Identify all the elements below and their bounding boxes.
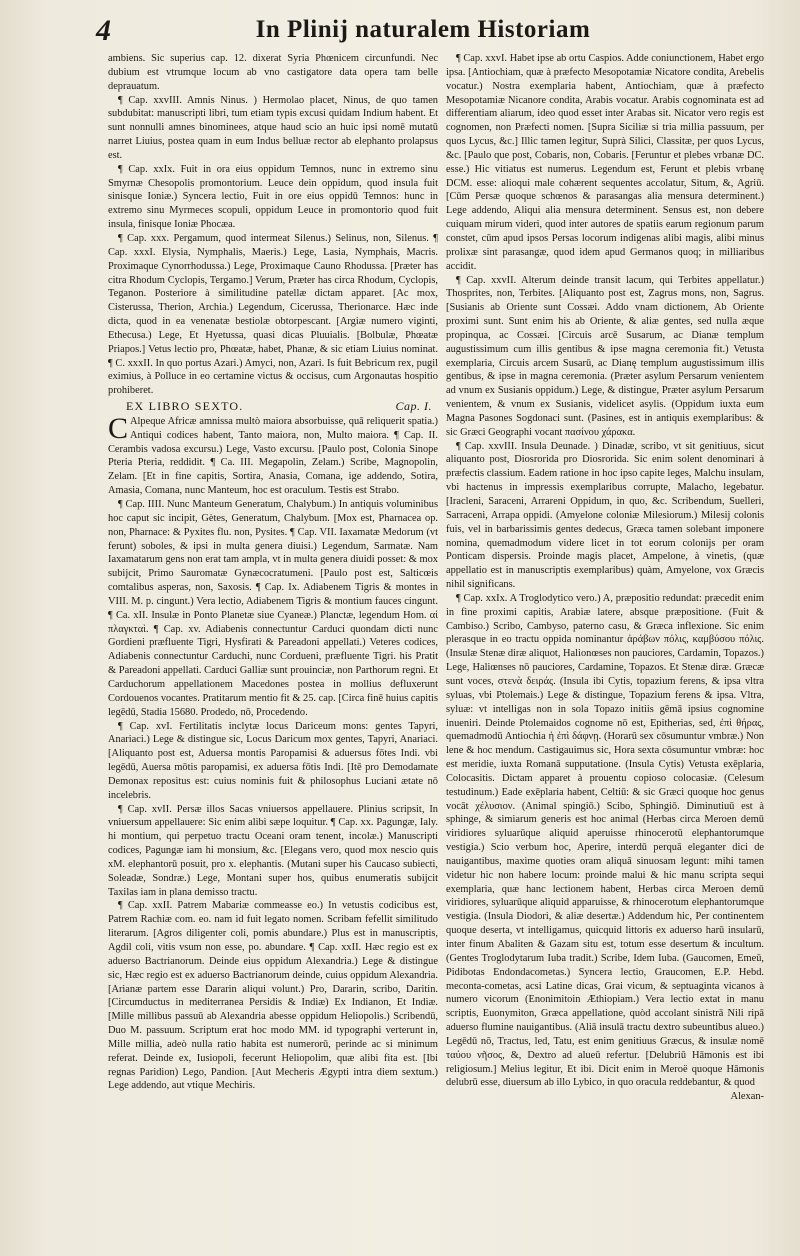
right-column xyxy=(446,52,764,1104)
paragraph: ¶ Cap. xxIx. A Troglodytico vero.) A, præpositio redundat: præcedit enim in fine proximi capitis, Arabiæ latere, absque præpositione. (Fuit & Cambiso.) Scribo, Cambyso, paterno casu, & Græca inflexione. Sic enim plerasque in eo tractu oppida nominantur ἀράβων πόλις, καμβύσου πόλις. (Insulæ Stenæ diræ aliquot, Halionœses non pauciores, Cardamin, Topazos.) Lege, Haliœnses nō pauciores, Cardamine, Topazos. Et Stenæ diræ. Græcæ sunt voces, στενὰ δειράς. (Insula ibi Cytis, topazium ferens, & ipsa vltra syluas, vbi Ptolemais.) Lege & distingue, Topazium ferens & ipsa. Vltra, syluæ: vt intelligas non in sola Topazo initiis gēmā ipsius cognomine inueniri. Deinde Ptolemaidos cognome nō est, Epitherias, sed, ἐπὶ θήρας, quemadmodū Antiochia ἡ ἐπὶ δάφνῃ. (Horarū sex cōsumuntur vmbræ.) Non lene & hoc mendum. Castigauimus sic, Hora sexta cōsumuntur vmbræ: hoc est meridie, iuxta Romanā supputatione. (Insula Cytis) Vetusta exēplaria, Colocasitis. Dictam apparet à prouentu copioso colocasiæ. (Celesum testudinum.) Eade exēplaria habent, Celtiū: & sic Græci quoque hoc genus vocāt χέλυσιον. (Animal spingiō.) Scibo, Sphingiō. Diminutiuū est à sphinge, & simiarum generis est hoc animal (Herbas circa Meroen demū viridiores syluarūque aliquid aperuisse rhinocerotū elephantorumque vestigia.) Scio verbum hoc, Aperire, interdū perquā eleganter dici de nauigantibus, maxime quoties oram aliquā sinuosam legunt: mihi tamen videtur hic non habere locum: proinde malui & hic manu scripta sequi exemplaria, quæ hanc lectionem habent, Herbas circa Meroen demū viridiores, syluarūque aliquid apparuisse, & rhinocerotum elephantorumque vestigia. (Insula Diodori, & aliæ desertæ.) Addendum hic, Per continentem quoque deserta, vt intelligamus, quicquid littoris ex aduerso harū insularū, inter finum Abaliten & Gazam situ est, totum esse desertum & incultum. (Gentes Troglodytarum Iuba tradit.) Scribe, Idem Iuba. (Gaucomen, Emeū, Pidibotas Endondacometas.) Syncera lectio, Graucomen, E.P. Hebd. meconta-cometas, acsi Latine dicas, Grai vicum, & septuaginta vicanos à numero vicorum (Enonimitoin Æthiopiam.) Vera lectio extat in manu scriptis, Euonymiton, Græca appellatione, quòd accolant sinistrā Nili ripā aduerso flumine nauigantibus. (Aliā insulā tractu dextro subeuntibus alueo.) Legēdū nō, Tractus, led, Tatu, est enim genitiuus Græcus, & insulæ nomē ταύου νῆσος, &, Dextro ad alueū refertur. [Delubriū Hāmonis est ibi religiosum.] Melius legitur, Et ibi. Dicit enim in Meroë quoque Hāmonis delubrū esse, diuersum ab illo Lybico, in quo oracula reddebantur, & quod xyxy=(446,592,764,1089)
paragraph: ¶ Cap. xvI. Fertilitatis inclytæ locus Dariceum mons: gentes Tapyri, Anariaci.) Lege & distingue sic, Locus Daricum mox gentes, Tapyri, Anariaci. [Aliquanto post est, Aduersa montis Paropamisi & aduersus fōtes Indi. vbi legēdū, Auersa mōtis paropamisi, ex aduersa fōtis Indi. [Itē pro Demodamate Demonax repositus est: cuius nominis fuit & philosophus Luciani ætate nō incelebris. xyxy=(108,720,438,801)
paragraph: ¶ Cap. IIII. Nunc Manteum Generatum, Chalybum.) In antiquis voluminibus hoc caput sic incipit, Gètes, Generatum, Chalybum. [Mox est, Pharnacea op. non, Pharnace: & Pyxites flu. non, Pysites. ¶ Cap. VII. Iaxamatæ Medorum (vt ferunt) soboles, & ipsi in multa genera diuisi.) Legendum, Sarmatæ. Nam Iaxamatarum gens non erat tam ampla, vt in multa genera diuidi posset: & mox subijcit, Primo Sauromatæ Gynæcocratumeni. [Paulo post est, Salticœis comtalibus asperas, non, Saxosis. ¶ Cap. Ix. Adiabenem Tigris & montes in VIII. M. p. cingunt.) Vera lectio, Adiabenem Tigris & montium fauces cingunt. ¶ Ca. xII. Insulæ in Ponto Planetæ siue Cyaneæ.) Planctæ, legendum Hom. αἱ πλαγκταὶ. ¶ Cap. xv. Adiabenis connectuntur Carduci quondam dicti nunc Gordieni præfluente Tigri, Hysfirati & Pareadoni appellati.) Veteres codices, Adiabenis connectuntur Carduchi, nunc Cordueni, præfluente Tigri. his Pratit & Pareadoni appellati. Carduci Galliæ sunt prouinciæ, non Parthorum regni. Et Carduchorum appellationem Macedones postea in mollius defluxerunt Cordouenos vocantes. Pratitarum mentio fit & 25. cap. [Circa finē huius capitis legēdū, Stadia 15680. Prodedo, nō, Procedendo. xyxy=(108,499,438,718)
chapter-heading: Cap. I. xyxy=(395,399,432,414)
paragraph: ¶ Cap. xxvII. Alterum deinde transit lacum, qui Terbites appellatur.) Thosprites, non, Terbites. [Aliquanto post est, Zagrus mons, non, Sagrus. [Susianis ab Oriente sunt Cossæi. Addo vnam dictionem, Ab Oriente proximi sunt. Sunt enim his ab Oriente, & aliæ gentes, sed nulla æque propinqua, ac Cossæi. [Circuis arcē Susarum, ac Dianæ templum augustissimum cum illis gentibus & ipse magna ceremonia fit.) Vetusta exemplaria, Circuis arcem Susarū, ac Dianę templum augustissimum illis gentibus, & ipse in magna ceremonia. (Præter asylum Persarum venientem ad vnum ex Susianis oppidum.) Lege, & distingue, Præter asylum Persarum venientem, & vnum ex Susianis, videlicet asylis. (Oppidum iuxta eum Magna Pasones Sogdonaci sunt. (Pasines, est in antiquis exemplaribus: & sic Græci Geographi vocant πασίνου χάρακα. xyxy=(446,274,764,438)
page-number: 4 xyxy=(96,14,111,47)
paragraph: ambiens. Sic superius cap. 12. dixerat Syria Phœnicem circunfundi. Nec dubium est vtrumque locum ab vno castigatore data opera tam belle deprauatum. xyxy=(108,53,438,92)
running-title: In Plinij naturalem Historiam xyxy=(255,16,591,43)
paragraph: ¶ Cap. xxvIII. Insula Deunade. ) Dinadæ, scribo, vt sit genitiuus, sicut aliquanto post, Diosrorida pro Diosrorida. Sic enim solent denominari à præfectis classium. Eadem ratione in hoc ipso capite leges, Malchu insulam, vbi hactenus in impressis exemplaribus corrupte, Malacho, legebatur. [Iracleni, Saraceni, Arrareni Oppidum, in quo, &c. Scribendum, Suelleri, Sarraceni, Arrapa oppidi. (Amyelone coloniæ Milesiorum.) Milesij colonis fuis, vel in barbarissimis gentes dedecus, Græca tamen solebant imponere nomina, quemadmodum videre licet in tot eorum colonijs per oram Ponticam dispersis. Proinde magis placet, Ampelone, à vinetis, (quæ appellatio est in manuscriptis exemplaribus) quàm, Amyelone, vox Græcis nihil significans. xyxy=(446,440,764,591)
catchword: Alexan- xyxy=(730,1091,764,1103)
paragraph: ¶ Cap. xxvI. Habet ipse ab ortu Caspios. Adde coniunctionem, Habet ergo ipsa. [Antiochiam, quæ à præfecto Mesopotamiæ Nicatore condita, Arebelis vocatur.) Nostra exemplaria habent, Antiochiam, quæ à præfecto Mesopotamiæ Nicanore condita, Arabis vocatur. Arabis cognominata est ad differentiam aliarum, ideo quod esset inter Arabas sit. Nicator vero regis est cognomen, non Præfecti nomen. [Supra Siciliæ si tria millia passuum, per quos Lycus, &c.] Illic tamen legitur, Suprà Silici, Classitæ, per quos Lycus, &c. [Paulo que post, Cobaris, non, Cobaris. [Feruntur et plebes vrbanæ DC. esse.) Hic vitiatus est numerus. Legendum est, Ferunt et plebis vrbanę DCM. esse: alioqui male cohærent sequentes accolatur, Situm, &, Agriū. [Cūm Persæ quoque schœnos & parasangas alia mensura determinent.) Lege addendo, Aliqui alia mensura determinent. Sensus est, non debere cuiquam mirum videri, quod inter autores de spatiis earum regionum parum constet, cūm apud ipsos Persas locorum indigenas alibi magis, alibi minus prolixæ sint parasangæ, quod idem apud Germanos quoq; in milliaribus accidit. xyxy=(446,53,764,272)
paragraph: ¶ Cap. xxvIII. Amnis Ninus. ) Hermolao placet, Ninus, de quo tamen subdubitat: manuscripti libri, tum etiam typis excusi quidam Indium habent. Et sunt nonnulli amnes binominees, atque haud scio an huic ipsi nomē mutatū narret Liuius, postea quam in eum Indus belluæ rector ab elephanto prolapsus est. xyxy=(108,94,438,161)
paragraph: ¶ Cap. xxII. Patrem Mabariæ commeasse eo.) In vetustis codicibus est, Patrem Rachiæ com. eo. nam id fuit legato nomen. Scribam fefellit similitudo literarum. [Agros diligenter coli, pomis abundare.) Plus est in manuscriptis, Agdil coli, vitis vsum non esse, po. abundare. ¶ Cap. xxII. Hæc regio est ex aduerso Bactrianorum. Deinde eius oppidum Alexandria.) Lege & distingue sic, Hæc regio est ex aduerso Bactrianorum deinde, cuius oppidum Alexandria. [Arianæ partem esse Dararin aliqui volunt.) Pro, Dararin, scribo, Daritin. [Circumductus in mediterranea Persidis & Indiæ) Ex Indianon, Et Indiæ. [Mille millibus passuū ab Alexandria abesse oppidum Heliopolis.) Scribendū, Duo M. passuum. Scriptum erat hoc modo MM. id typographi verterunt in, Mille millia, adeò nulla ratio habita est numerorū, perinde ac si minimum referat. Deinde ex, Iusiopoli, fecerunt Heliopolim, quæ alibi fita est. [Ibi regnas Paridion) Lego, Pandion. [Aut Mecheris Ægypti intra diem sextum.) Lege addendo, aut vtique Mechiris. xyxy=(108,900,438,1092)
paragraph: ¶ Cap. xvII. Persæ illos Sacas vniuersos appellauere. Plinius scripsit, In vniuersum appellauere: Sic enim alibi sæpe loquitur. ¶ Cap. xx. Pagungæ, Ialy. hi montium, qui perpetuo tractu Oceani oram tenent, incolæ.) Manuscripti codices, Pagungæ iam hi monsium, &c. [Elegans vero, quod mox nescio quis xM. elephantorū posuit, pro x. elephantis. (Mutani super his Caucaso subiecti, Soleadæ, Sondræ.) Lege, Montani super hos, quibus enumeratis subijcit Taxilas iam in plana demisso tractu. xyxy=(108,803,438,898)
running-head xyxy=(0,8,800,48)
book-section-heading xyxy=(108,400,438,414)
paragraph-with-dropcap xyxy=(108,411,438,498)
left-column xyxy=(108,52,438,1093)
paragraph-text: Alpeque Africæ amnissa multò maiora absorbuisse, quā reliquerit spatia.) Antiqui codices habent, Tanto maiora, non, Multo maiora. ¶ Cap. II. Cerambis vadosa excursu.) Lege, Vasto excursu. [Paulo post, Colonia Sinope Pteria Pteria, reddidit. ¶ Ca. III. Megapolin, Zelam.) Scribe, Magnopolin, Zelam. [Et in fine capitis, Sortira, Anasia, Comana, ige addendo, Sotira, Amasia, Comana, nunc Manteum, hoc est oraculum. Testis est Strabo. xyxy=(108,415,438,497)
paragraph: ¶ Cap. xxIx. Fuit in ora eius oppidum Temnos, nunc in extremo sinu Smyrnæ Chesopolis promontorium. Leuce dein oppidum, quod insula fuit sinisque Ioniæ.) Syncera lectio, Fuit in ore eius oppidū Temnos: hunc in extremo sinu Myrmeces scopuli, oppidum Leuce in promontorio quod fuit insula, finisque Ioniæ Phocæa. xyxy=(108,163,438,231)
drop-capital: C xyxy=(108,411,129,445)
paragraph: ¶ Cap. xxx. Pergamum, quod intermeat Silenus.) Selinus, non, Silenus. ¶ Cap. xxxI. Elysia, Nymphalis, Maeris.) Lege, Lasia, Nymphais, Macris. Proximaque Cynorrhodussa.) Lege, Proximaque Caunο Rhodussa. [Præter has citra Rhodum Cyclopis, Tergamo.] Verum, Præter has circa Rhodum, Cyclopis, Teganon. Posteriore à similitudine patellæ dictam apparet. [Ac mox, Cisterussa, Therion, Archia.) Legendum, Cicerussa, Therionarce. Hæc inde dicta, quod in ea venenatæ bestiolæ obtorpescant. [Argiæ numero viginti, Ethecusa.) Lege, Et Hyetussa, quasi dicas Pluuialis. [Bolbulæ, Phœatæ Priapos.] Vetus lectio pro, Phœatæ, habet, Phanæ, & sic etiam Liuius nominat. ¶ C. xxxII. In quo portus Azari.) Amyci, non, Azari. Is fuit Bebricum rex, pugil eximius, à Polluce in eo certamine victus & occisus, cum Argonautas hospitio prohiberet. xyxy=(108,232,438,397)
book-heading: EX LIBRO SEXTO. xyxy=(126,399,244,414)
